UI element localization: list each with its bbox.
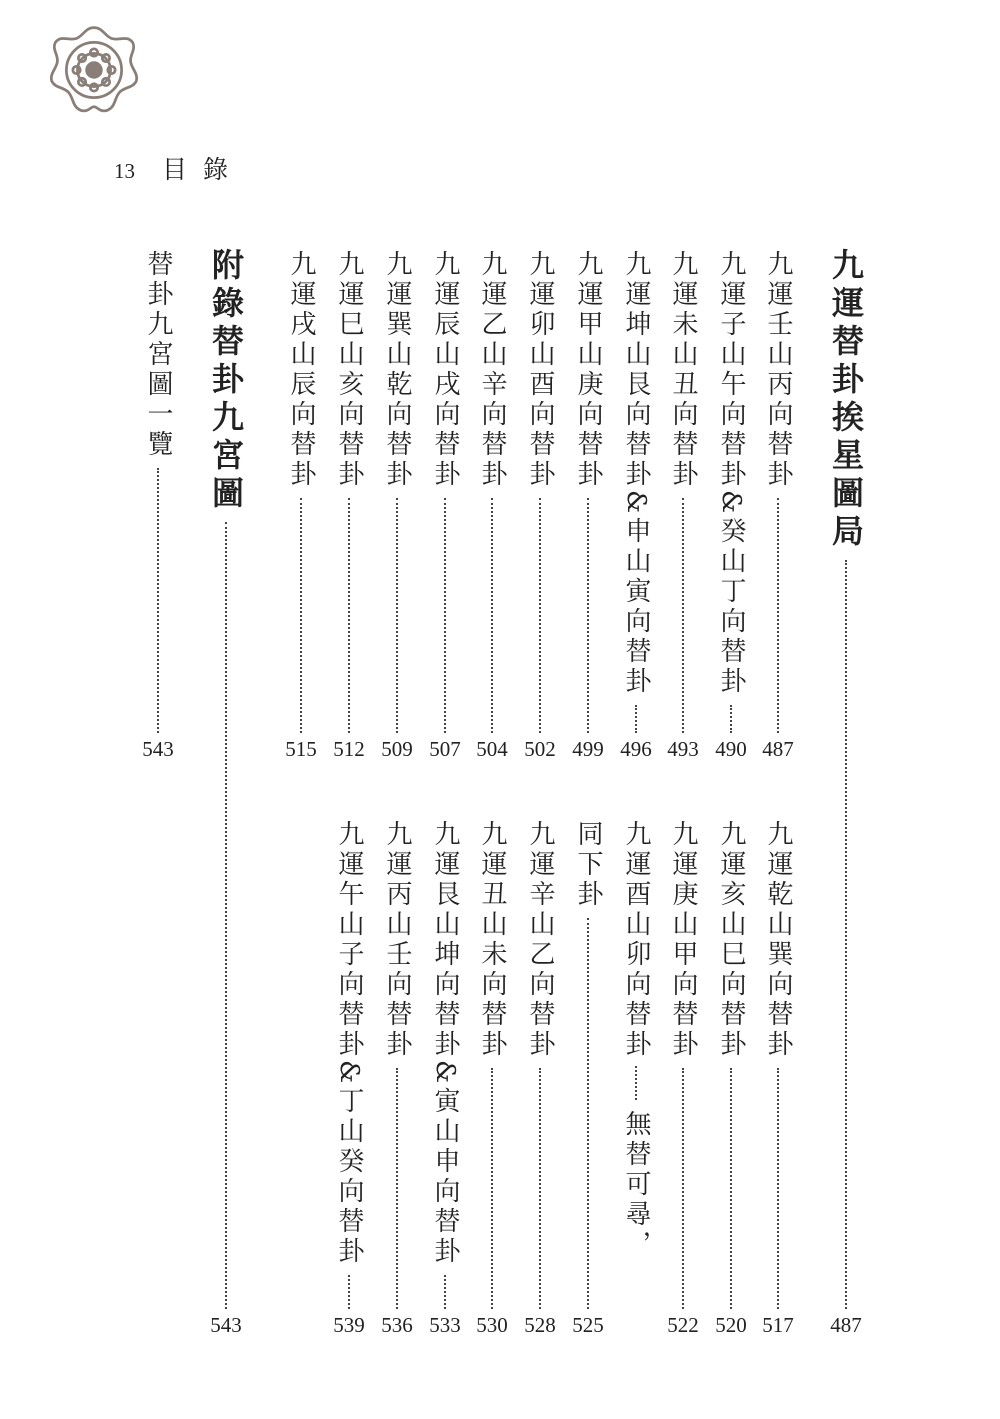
dot-leader [682,498,684,733]
appendix-heading-title: 附錄替卦九宮圖 [207,248,245,514]
toc-entry[interactable] [711,820,751,1336]
toc-entry-title: 九運午山子向替卦&丁山癸向替卦 [334,820,364,1268]
toc-entry-title: 九運乙山辛向替卦 [477,250,507,490]
toc-entry-page: 515 [285,737,317,761]
toc-entry-page: 507 [429,737,461,761]
toc-entry-page: 496 [620,737,652,761]
toc-entry-title: 九運酉山卯向替卦 [621,820,651,1060]
dot-leader [682,1068,684,1309]
toc-entry-title: 九運亥山巳向替卦 [716,820,746,1060]
toc-heading[interactable] [826,248,866,1336]
page-title: 目錄 [162,155,245,184]
dot-leader [491,1068,493,1309]
toc-entry-continuation-text: 同下卦 [573,820,603,910]
toc-entry-page: 539 [333,1313,365,1337]
toc-entry-page: 487 [762,737,794,761]
toc-entry-title: 九運巽山乾向替卦 [382,250,412,490]
toc-entry-page: 525 [572,1313,604,1337]
dot-leader [157,468,159,733]
dot-leader [777,498,779,733]
appendix-heading[interactable] [206,248,246,1336]
toc-entry-title: 九運丑山未向替卦 [477,820,507,1060]
toc-entry-title: 九運辛山乙向替卦 [525,820,555,1060]
dot-leader [396,498,398,733]
toc-entry[interactable] [377,820,417,1336]
toc-entry-page: 512 [333,737,365,761]
toc-entry-title: 九運卯山酉向替卦 [525,250,555,490]
toc-entry-title: 九運辰山戌向替卦 [430,250,460,490]
toc-entry[interactable] [329,820,369,1336]
toc-entry[interactable] [758,250,798,760]
dot-leader [587,918,589,1309]
page-header [114,150,244,186]
toc-heading-page: 487 [830,1313,862,1337]
toc-entry[interactable] [520,820,560,1336]
lotus-emblem-icon [48,24,140,116]
toc-entry-title: 九運艮山坤向替卦&寅山申向替卦 [430,820,460,1268]
dot-leader [730,1068,732,1309]
toc-entry[interactable] [329,250,369,760]
page-number: 13 [114,159,135,183]
toc-entry[interactable] [616,250,656,760]
dot-leader [396,1068,398,1309]
toc-entry-title: 九運乾山巽向替卦 [763,820,793,1060]
toc-entry[interactable] [472,820,512,1336]
appendix-entry-page: 543 [142,737,174,761]
toc-entry[interactable] [758,820,798,1336]
dot-leader [539,498,541,733]
toc-entry-page: 536 [381,1313,413,1337]
toc-entry-title: 九運庚山甲向替卦 [668,820,698,1060]
dot-leader [444,1275,446,1309]
toc-entry-page: 517 [762,1313,794,1337]
toc-entry[interactable] [425,820,465,1336]
dot-leader [491,498,493,733]
dot-leader [587,498,589,733]
toc-entry-title: 九運巳山亥向替卦 [334,250,364,490]
toc-entry-page: 493 [667,737,699,761]
toc-entry-page: 522 [667,1313,699,1337]
dot-leader [635,1066,637,1100]
dot-leader [300,498,302,733]
dot-leader [845,560,847,1309]
dot-leader [225,522,227,1309]
appendix-entry[interactable] [138,250,178,760]
toc-entry[interactable] [281,250,321,760]
toc-entry-page: 528 [524,1313,556,1337]
dot-leader [730,705,732,733]
toc-entry[interactable] [377,250,417,760]
dot-leader [539,1068,541,1309]
toc-entry-continuation[interactable] [568,820,608,1336]
toc-entry[interactable] [663,250,703,760]
toc-entry-page: 530 [476,1313,508,1337]
toc-entry[interactable] [616,820,656,1260]
toc-entry-page: 533 [429,1313,461,1337]
toc-entry-title: 九運戌山辰向替卦 [286,250,316,490]
toc-entry[interactable] [568,250,608,760]
toc-entry[interactable] [472,250,512,760]
toc-entry-title: 九運丙山壬向替卦 [382,820,412,1060]
toc-entry[interactable] [663,820,703,1336]
toc-entry-page: 520 [715,1313,747,1337]
toc-entry-page: 502 [524,737,556,761]
toc-entry-note: 無替可尋， [621,1110,651,1260]
appendix-heading-page: 543 [210,1313,242,1337]
toc-entry-page: 490 [715,737,747,761]
toc-entry-page: 499 [572,737,604,761]
toc-heading-title: 九運替卦挨星圖局 [827,248,865,552]
dot-leader [348,1275,350,1309]
toc-entry-page: 509 [381,737,413,761]
toc-entry-page: 504 [476,737,508,761]
toc-entry-title: 九運坤山艮向替卦&申山寅向替卦 [621,250,651,698]
dot-leader [635,705,637,733]
dot-leader [348,498,350,733]
appendix-entry-title: 替卦九宮圖一覽 [143,250,173,460]
dot-leader [444,498,446,733]
dot-leader [777,1068,779,1309]
toc-entry[interactable] [711,250,751,760]
toc-entry[interactable] [520,250,560,760]
toc-entry-title: 九運甲山庚向替卦 [573,250,603,490]
toc-entry[interactable] [425,250,465,760]
toc-entry-title: 九運未山丑向替卦 [668,250,698,490]
toc-entry-title: 九運壬山丙向替卦 [763,250,793,490]
toc-entry-title: 九運子山午向替卦&癸山丁向替卦 [716,250,746,698]
